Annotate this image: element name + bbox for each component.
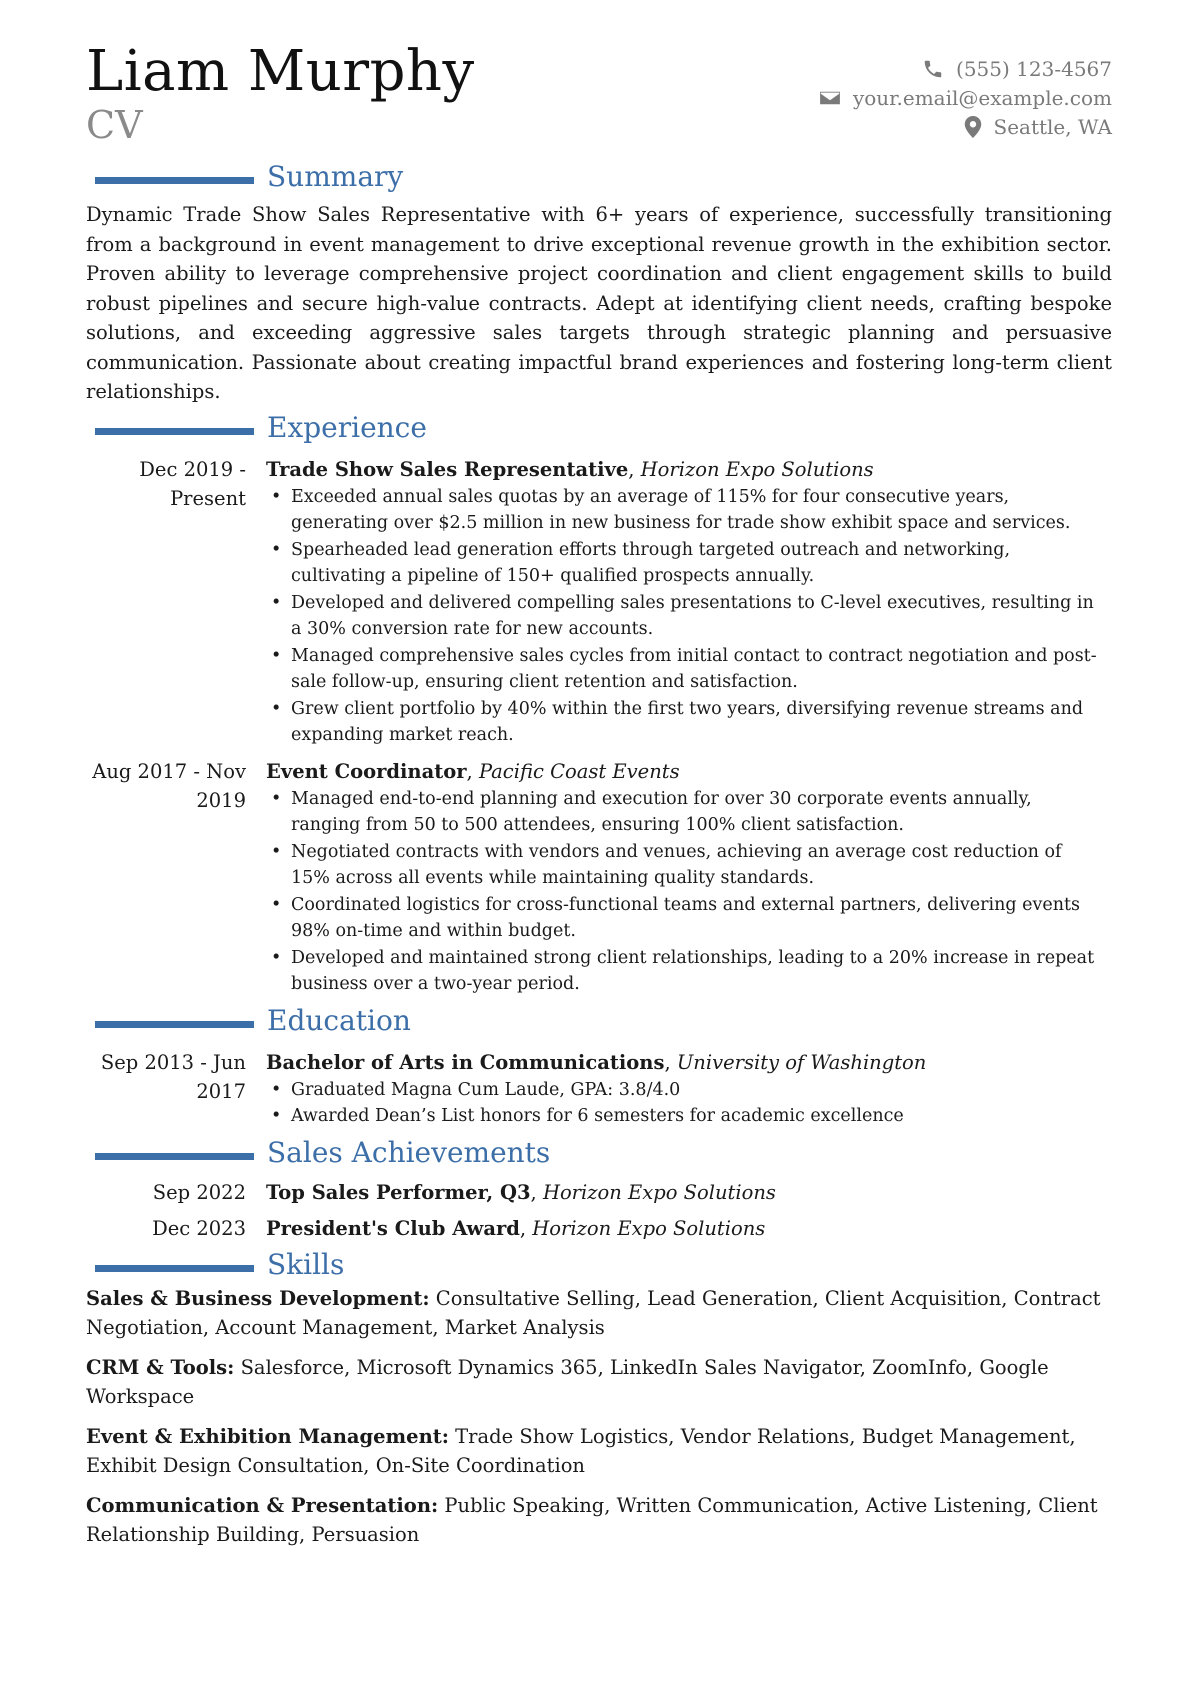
skill-group bbox=[86, 1422, 1112, 1481]
bullet-list bbox=[266, 786, 1112, 998]
company-name: Horizon Expo Solutions bbox=[542, 1180, 776, 1204]
entry-title-line: Bachelor of Arts in Communications, University of Washington bbox=[266, 1050, 927, 1074]
job-title: Event Coordinator bbox=[266, 759, 467, 783]
section-title: Sales Achievements bbox=[267, 1135, 551, 1169]
entry-title-line: Event Coordinator, Pacific Coast Events bbox=[266, 759, 680, 783]
bullet-list bbox=[266, 484, 1112, 749]
company-name: Horizon Expo Solutions bbox=[532, 1216, 766, 1240]
company-name: Horizon Expo Solutions bbox=[640, 457, 874, 481]
company-name: Pacific Coast Events bbox=[478, 759, 680, 783]
bullet-item: • Negotiated contracts with vendors and venues, achieving an average cost reduction of 15% across all events while maintaining quality standards. bbox=[266, 839, 1112, 892]
entry-title-line: Top Sales Performer, Q3, Horizon Expo Solutions bbox=[266, 1180, 776, 1204]
phone-icon bbox=[922, 58, 944, 80]
job-title: Trade Show Sales Representative bbox=[266, 457, 629, 481]
section-title: Education bbox=[267, 1003, 411, 1037]
skill-group bbox=[86, 1491, 1112, 1550]
contact-email[interactable] bbox=[819, 83, 1112, 112]
header bbox=[86, 40, 1112, 158]
bullet-list bbox=[266, 1077, 1112, 1130]
candidate-name: Liam Murphy bbox=[86, 39, 475, 104]
school-name: University of Washington bbox=[676, 1050, 927, 1074]
skill-label: Communication & Presentation: bbox=[86, 1493, 439, 1517]
degree-title: Bachelor of Arts in Communications bbox=[266, 1050, 665, 1074]
bullet-item: • Managed end-to-end planning and execution for over 30 corporate events annually, ranging from 50 to 500 attendees, ensuring 100% client satisfaction. bbox=[266, 786, 1112, 839]
experience-entry bbox=[86, 455, 1112, 749]
achievement-title: Top Sales Performer, Q3 bbox=[266, 1180, 531, 1204]
skill-group bbox=[86, 1284, 1112, 1343]
skill-text: Consultative Selling, Lead Generation, Client Acquisition, Contract Negotiation, Account Management, Market Analysis bbox=[86, 1286, 1101, 1339]
achievement-entry bbox=[86, 1214, 1112, 1244]
skill-label: CRM & Tools: bbox=[86, 1355, 235, 1379]
phone-text: (555) 123-4567 bbox=[956, 56, 1112, 81]
section-accent-bar bbox=[95, 1021, 254, 1028]
bullet-item: • Developed and maintained strong client relationships, leading to a 20% increase in repeat business over a two-year period. bbox=[266, 945, 1112, 998]
contact-block bbox=[819, 54, 1112, 141]
section-achievements-heading bbox=[86, 1135, 1112, 1172]
skill-label: Sales & Business Development: bbox=[86, 1286, 430, 1310]
section-title: Experience bbox=[267, 410, 427, 444]
bullet-item: • Coordinated logistics for cross-functional teams and external partners, delivering events 98% on-time and within budget. bbox=[266, 892, 1112, 945]
skill-label: Event & Exhibition Management: bbox=[86, 1424, 449, 1448]
entry-date: Aug 2017 - Nov 2019 bbox=[92, 759, 246, 812]
achievement-entry bbox=[86, 1178, 1112, 1208]
entry-date: Sep 2013 - Jun 2017 bbox=[100, 1050, 246, 1103]
bullet-item: • Developed and delivered compelling sales presentations to C-level executives, resulting in a 30% conversion rate for new accounts. bbox=[266, 590, 1112, 643]
bullet-item: • Grew client portfolio by 40% within the first two years, diversifying revenue streams and expanding market reach. bbox=[266, 696, 1112, 749]
bullet-item: • Managed comprehensive sales cycles from initial contact to contract negotiation and post-sale follow-up, ensuring client retention and satisfaction. bbox=[266, 643, 1112, 696]
section-accent-bar bbox=[95, 1265, 254, 1272]
skill-text: Trade Show Logistics, Vendor Relations, Budget Management, Exhibit Design Consultation, On-Site Coordination bbox=[86, 1424, 1076, 1477]
document-subtitle: CV bbox=[86, 103, 143, 147]
section-experience-heading bbox=[86, 410, 1112, 447]
achievement-title: President's Club Award bbox=[266, 1216, 520, 1240]
entry-date: Dec 2023 bbox=[152, 1216, 246, 1240]
entry-date: Sep 2022 bbox=[152, 1180, 246, 1204]
section-skills-heading bbox=[86, 1247, 1112, 1284]
bullet-item: • Awarded Dean’s List honors for 6 semesters for academic excellence bbox=[266, 1103, 1112, 1130]
section-accent-bar bbox=[95, 428, 254, 435]
bullet-item: • Exceeded annual sales quotas by an average of 115% for four consecutive years, generating over $2.5 million in new business for trade show exhibit space and services. bbox=[266, 484, 1112, 537]
contact-location bbox=[819, 112, 1112, 141]
section-title: Summary bbox=[267, 160, 404, 193]
education-entry bbox=[86, 1048, 1112, 1130]
section-title: Skills bbox=[267, 1247, 345, 1281]
bullet-item: • Spearheaded lead generation efforts through targeted outreach and networking, cultivating a pipeline of 150+ qualified prospects annually. bbox=[266, 537, 1112, 590]
section-accent-bar bbox=[95, 1153, 254, 1160]
skill-text: Salesforce, Microsoft Dynamics 365, LinkedIn Sales Navigator, ZoomInfo, Google Workspace bbox=[86, 1355, 1049, 1408]
experience-entry bbox=[86, 757, 1112, 998]
cv-page bbox=[86, 40, 1112, 1550]
map-pin-icon bbox=[964, 116, 982, 138]
section-summary-heading bbox=[86, 162, 1112, 196]
location-text: Seattle, WA bbox=[993, 114, 1112, 139]
section-education-heading bbox=[86, 1003, 1112, 1040]
contact-phone[interactable] bbox=[819, 54, 1112, 83]
bullet-item: • Graduated Magna Cum Laude, GPA: 3.8/4.0 bbox=[266, 1077, 1112, 1104]
section-accent-bar bbox=[95, 177, 254, 184]
entry-title-line: President's Club Award, Horizon Expo Solutions bbox=[266, 1216, 766, 1240]
envelope-icon bbox=[819, 89, 841, 107]
entry-title-line: Trade Show Sales Representative, Horizon Expo Solutions bbox=[266, 457, 874, 481]
email-text: your.email@example.com bbox=[852, 85, 1112, 110]
summary-paragraph: Dynamic Trade Show Sales Representative with 6+ years of experience, successfully transitioning from a background in event management to drive exceptional revenue growth in the exhibition sector. Proven ability to leverage comprehensive project coordination and client engagement skills to build robust pipelines and secure high-value contracts. Adept at identifying client needs, crafting bespoke solutions, and exceeding aggressive sales targets through strategic planning and persuasive communication. Passionate about creating impactful brand experiences and fostering long-term client relationships. bbox=[86, 203, 1112, 403]
skill-text: Public Speaking, Written Communication, Active Listening, Client Relationship Building, Persuasion bbox=[86, 1493, 1098, 1546]
skill-group bbox=[86, 1353, 1112, 1412]
entry-date: Dec 2019 - Present bbox=[139, 457, 246, 510]
